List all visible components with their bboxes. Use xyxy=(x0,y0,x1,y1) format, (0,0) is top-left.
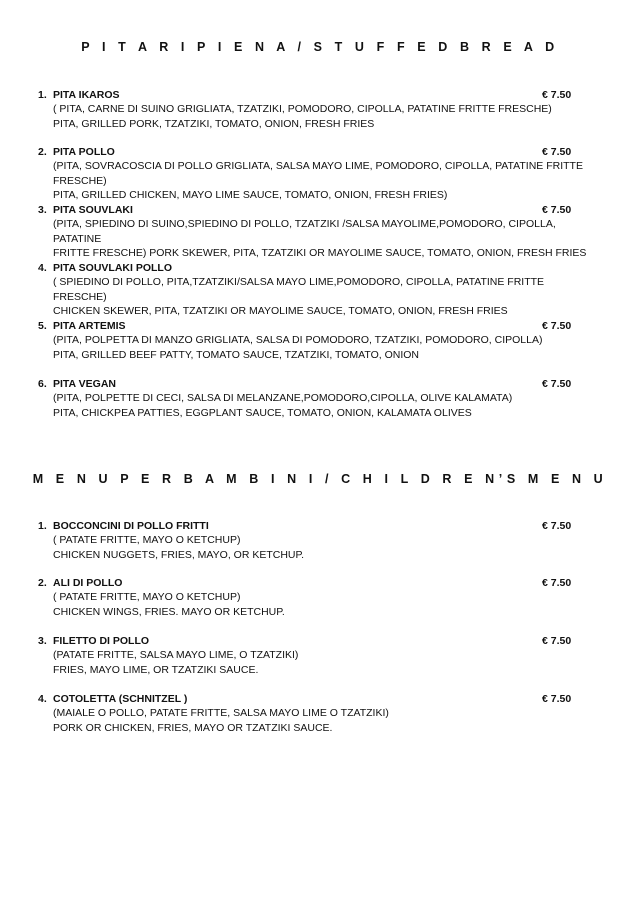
item-description: (PITA, SPIEDINO DI SUINO,SPIEDINO DI POLLO, TZATZIKI /SALSA MAYOLIME,POMODORO, CIPOLLA, PATATINE FRITTE FRESCHE) PORK SKEWER, PITA, TZATZIKI OR MAYOLIME SAUCE, TOMATO, ONION, FRESH FRIES xyxy=(53,218,587,259)
item-description: (PITA, POLPETTE DI CECI, SALSA DI MELANZANE,POMODORO,CIPOLLA, OLIVE KALAMATA) PITA, CHICKPEA PATTIES, EGGPLANT SAUCE, TOMATO, ONION, KALAMATA OLIVES xyxy=(53,392,513,419)
item-number: 2. xyxy=(38,577,47,589)
item-name: ALI DI POLLO xyxy=(53,577,123,589)
item-number: 4. xyxy=(38,693,47,705)
menu-item-pita-pollo xyxy=(38,145,598,203)
menu-item-cotoletta xyxy=(38,692,598,735)
item-number: 6. xyxy=(38,378,47,390)
item-description: (PITA, POLPETTA DI MANZO GRIGLIATA, SALSA DI POMODORO, TZATZIKI, POMODORO, CIPOLLA) PITA, GRILLED BEEF PATTY, TOMATO SAUCE, TZATZIKI, TOMATO, ONION xyxy=(53,334,543,361)
item-price: € 7.50 xyxy=(542,577,572,589)
item-name: PITA IKAROS xyxy=(53,89,120,101)
item-number: 1. xyxy=(38,89,47,101)
item-price: € 7.50 xyxy=(542,635,572,647)
item-number: 2. xyxy=(38,146,47,158)
item-price: € 7.50 xyxy=(542,89,572,101)
item-name: COTOLETTA (SCHNITZEL ) xyxy=(53,693,188,705)
item-name: FILETTO DI POLLO xyxy=(53,635,150,647)
item-name: PITA VEGAN xyxy=(53,378,117,390)
menu-item-pita-vegan xyxy=(38,377,598,420)
item-name: PITA POLLO xyxy=(53,146,115,158)
menu-item-pita-souvlaki-pollo xyxy=(38,261,598,319)
menu-item-filetto-di-pollo xyxy=(38,634,598,677)
item-price: € 7.50 xyxy=(542,320,572,332)
item-description: (PITA, SOVRACOSCIA DI POLLO GRIGLIATA, SALSA MAYO LIME, POMODORO, CIPOLLA, PATATINE FRITTE FRESCHE) PITA, GRILLED CHICKEN, MAYO LIME SAUCE, TOMATO, ONION, FRESH FRIES) xyxy=(53,160,583,201)
item-name: PITA SOUVLAKI POLLO xyxy=(53,262,173,274)
item-number: 4. xyxy=(38,262,47,274)
item-number: 3. xyxy=(38,204,47,216)
item-description: (PATATE FRITTE, SALSA MAYO LIME, O TZATZIKI) FRIES, MAYO LIME, OR TZATZIKI SAUCE. xyxy=(53,649,299,676)
item-description: ( PITA, CARNE DI SUINO GRIGLIATA, TZATZIKI, POMODORO, CIPOLLA, PATATINE FRITTE FRESCHE) PITA, GRILLED PORK, TZATZIKI, TOMATO, ONION, FRESH FRIES xyxy=(53,103,552,130)
menu-item-bocconcini-di-pollo xyxy=(38,519,598,562)
item-name: PITA ARTEMIS xyxy=(53,320,126,332)
item-price: € 7.50 xyxy=(542,378,572,390)
item-description: ( PATATE FRITTE, MAYO O KETCHUP) CHICKEN WINGS, FRIES. MAYO OR KETCHUP. xyxy=(53,591,285,618)
item-description: ( SPIEDINO DI POLLO, PITA,TZATZIKI/SALSA MAYO LIME,POMODORO, CIPOLLA, PATATINE FRITTE FRESCHE) CHICKEN SKEWER, PITA, TZATZIKI OR MAYOLIME SAUCE, TOMATO, ONION, FRESH FRIES xyxy=(53,276,545,317)
item-price: € 7.50 xyxy=(542,204,572,216)
item-description: ( PATATE FRITTE, MAYO O KETCHUP) CHICKEN NUGGETS, FRIES, MAYO, OR KETCHUP. xyxy=(53,534,305,561)
item-name: BOCCONCINI DI POLLO FRITTI xyxy=(53,520,209,532)
menu-item-ali-di-pollo xyxy=(38,576,598,619)
item-name: PITA SOUVLAKI xyxy=(53,204,133,216)
menu-item-pita-artemis xyxy=(38,319,598,362)
stuffed-bread-section-title: P I T A R I P I E N A / S T U F F E D B R E A D xyxy=(81,40,559,54)
item-number: 3. xyxy=(38,635,47,647)
item-price: € 7.50 xyxy=(542,520,572,532)
item-number: 1. xyxy=(38,520,47,532)
item-price: € 7.50 xyxy=(542,146,572,158)
item-number: 5. xyxy=(38,320,47,332)
item-description: (MAIALE O POLLO, PATATE FRITTE, SALSA MAYO LIME O TZATZIKI) PORK OR CHICKEN, FRIES, MAYO OR TZATZIKI SAUCE. xyxy=(53,707,389,734)
menu-item-pita-ikaros xyxy=(38,88,598,131)
childrens-menu-section-title: M E N U P E R B A M B I N I / C H I L D R E N’S M E N U xyxy=(32,472,608,486)
item-price: € 7.50 xyxy=(542,693,572,705)
menu-item-pita-souvlaki xyxy=(38,203,598,261)
